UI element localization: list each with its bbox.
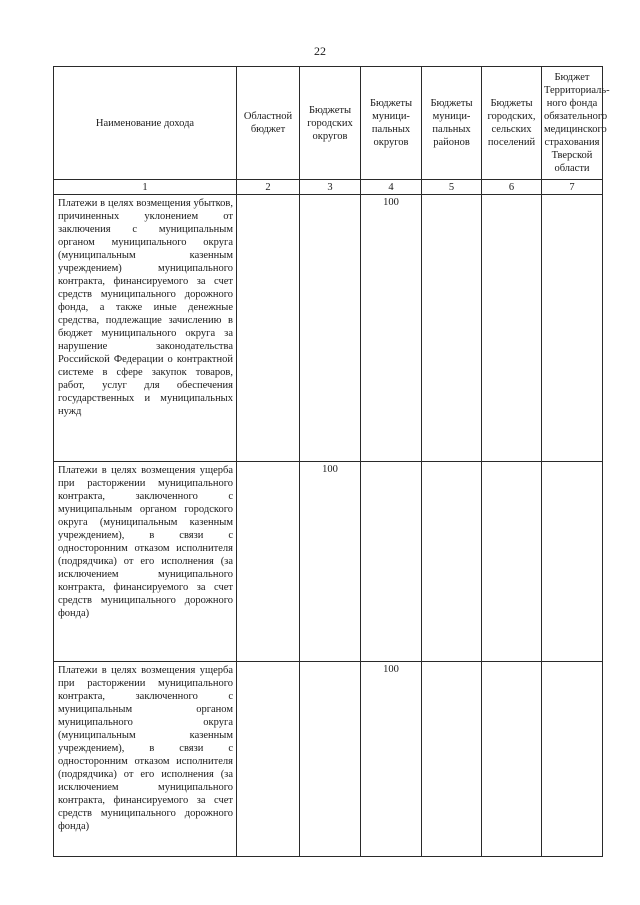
settlements-share-cell <box>482 195 542 462</box>
income-name-cell: Платежи в целях возмещения ущерба при расторжении муниципального контракта, заключенного с муниципальным органом городского округа (муниципальным казенным учреждением), в связи с односторонним отказом исполнителя (подрядчика) от его исполнения (за исключением муниципального контракта, финансируемого за счет средств муниципального дорожного фонда) <box>54 462 237 662</box>
income-name-cell: Платежи в целях возмещения убытков, причиненных уклонением от заключения с муниципальным органом муниципального округа (муниципальным казенным учреждением) муниципального контракта, финансируемого за счет средств муниципального дорожного фонда, а также иные денежные средства, подлежащие зачислению в бюджет муниципального округа за нарушение законодательства Российской Федерации о контрактной системе в сфере закупок товаров, работ, услуг для обеспечения государственных и муниципальных нужд <box>54 195 237 462</box>
municipal-okrug-share-cell: 100 <box>361 195 422 462</box>
page-number: 22 <box>314 44 326 58</box>
revenue-distribution-table <box>53 66 610 857</box>
city-districts-share-cell: 100 <box>300 462 361 662</box>
health-fund-share-cell <box>542 662 603 857</box>
header-municipal-okrug-budget: Бюджеты муници-пальных округов <box>361 67 422 180</box>
municipal-raion-share-cell <box>422 462 482 662</box>
column-number: 2 <box>237 180 300 195</box>
municipal-raion-share-cell <box>422 195 482 462</box>
header-city-districts-budget: Бюджеты городских округов <box>300 67 361 180</box>
column-number: 1 <box>54 180 237 195</box>
municipal-raion-share-cell <box>422 662 482 857</box>
settlements-share-cell <box>482 662 542 857</box>
regional-share-cell <box>237 462 300 662</box>
column-numbers-row <box>54 180 603 195</box>
regional-share-cell <box>237 662 300 857</box>
column-number: 6 <box>482 180 542 195</box>
header-municipal-raion-budget: Бюджеты муници-пальных районов <box>422 67 482 180</box>
table-row <box>54 195 603 462</box>
column-number: 3 <box>300 180 361 195</box>
regional-share-cell <box>237 195 300 462</box>
settlements-share-cell <box>482 462 542 662</box>
header-regional-budget: Областной бюджет <box>237 67 300 180</box>
city-districts-share-cell <box>300 662 361 857</box>
municipal-okrug-share-cell <box>361 462 422 662</box>
column-number: 4 <box>361 180 422 195</box>
column-number: 5 <box>422 180 482 195</box>
table-row <box>54 662 603 857</box>
table-row <box>54 462 603 662</box>
header-row <box>54 67 603 180</box>
income-name-cell: Платежи в целях возмещения ущерба при расторжении муниципального контракта, заключенного с муниципальным органом муниципального округа (муниципальным казенным учреждением), в связи с односторонним отказом исполнителя (подрядчика) от его исполнения (за исключением муниципального контракта, финансируемого за счет средств муниципального дорожного фонда) <box>54 662 237 857</box>
header-settlements-budget: Бюджеты городских, сельских поселений <box>482 67 542 180</box>
header-health-fund-budget: Бюджет Территориаль-ного фонда обязательного медицинского страхования Тверской области <box>542 67 603 180</box>
city-districts-share-cell <box>300 195 361 462</box>
municipal-okrug-share-cell: 100 <box>361 662 422 857</box>
health-fund-share-cell <box>542 462 603 662</box>
header-income-name: Наименование дохода <box>54 67 237 180</box>
health-fund-share-cell <box>542 195 603 462</box>
column-number: 7 <box>542 180 603 195</box>
